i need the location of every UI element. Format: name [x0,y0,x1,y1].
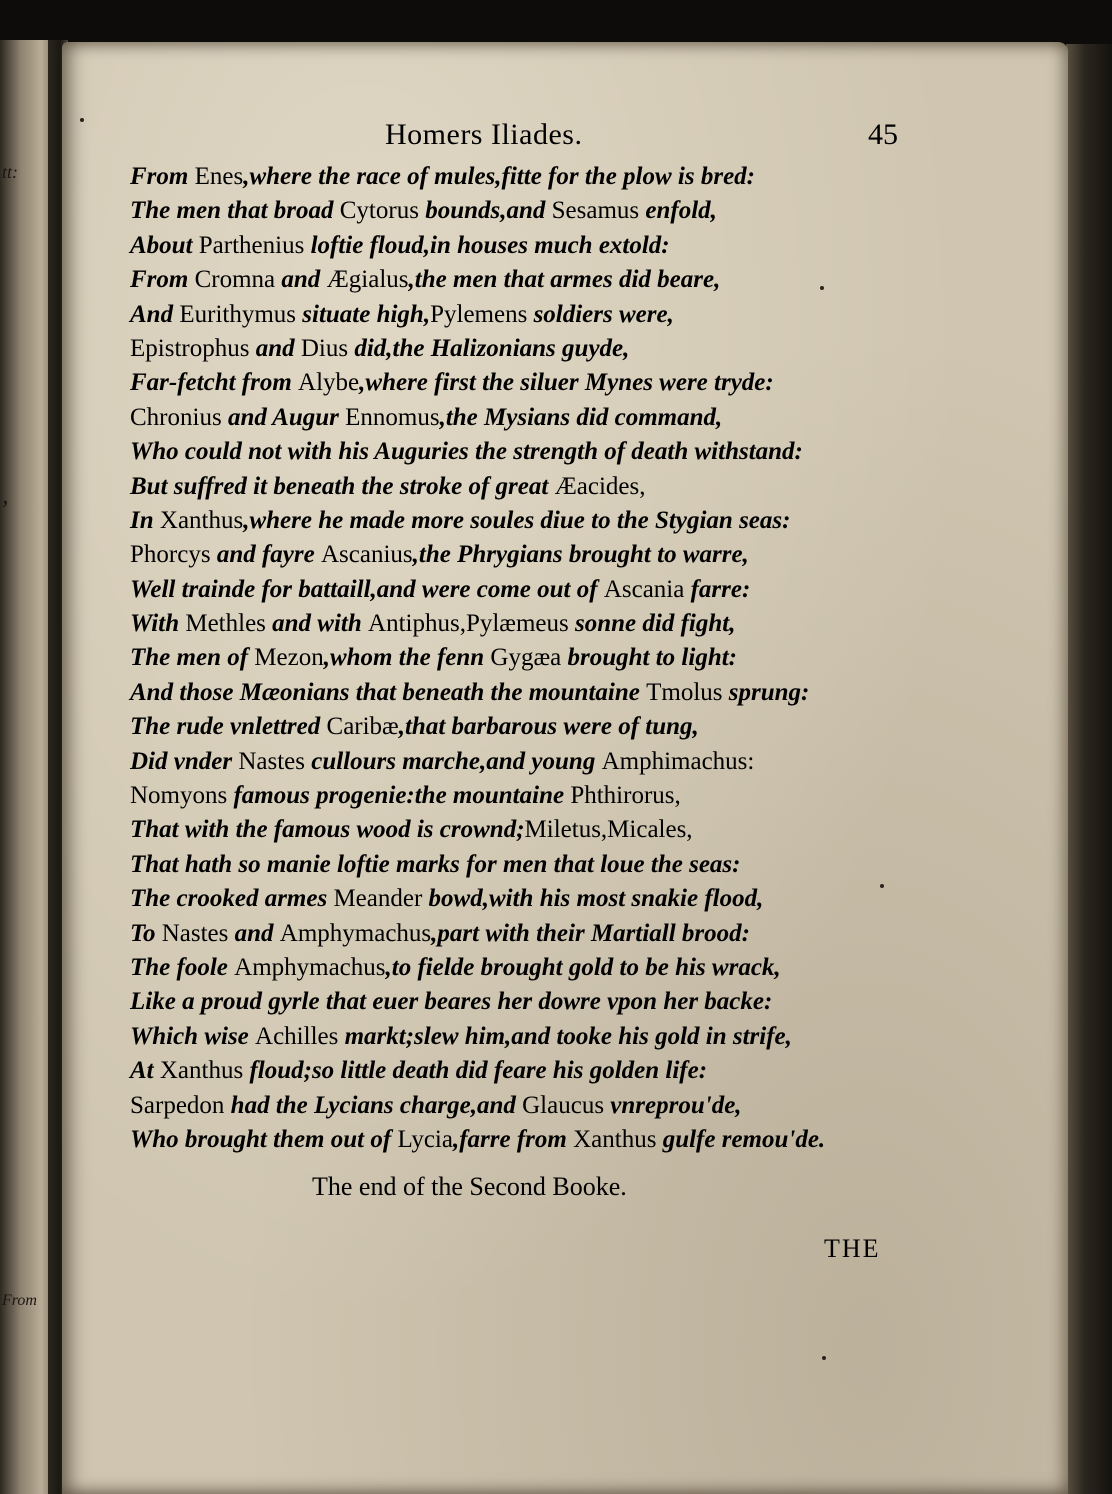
italic-segment: Who could not with his Auguries the strength of death withstand: [130,438,803,466]
roman-segment: Meander [333,885,423,913]
ink-speck [822,1356,826,1360]
italic-segment: ,to fielde brought gold to be his wrack, [385,953,781,981]
italic-segment: gulfe remou'de. [656,1125,826,1153]
italic-segment: That with the famous wood is crownd; [130,816,525,844]
ink-speck [880,884,884,888]
italic-segment: cullours marche,and young [304,747,602,775]
italic-segment: markt;slew him,and tooke his gold in strife, [338,1022,792,1050]
italic-segment: The foole [130,953,235,981]
roman-segment: Epistrophus [130,334,250,362]
italic-segment: ,whom the fenn [323,644,491,672]
italic-segment: bounds,and [418,197,552,225]
roman-segment: Ascania [603,575,685,603]
roman-segment: Phorcys [130,541,211,569]
verse-line [130,882,825,916]
italic-segment: farre: [684,575,751,603]
verse-line [130,779,825,813]
roman-segment: Glaucus [522,1091,605,1119]
left-page-mark: tt: [2,162,18,182]
italic-segment: and [249,334,301,362]
roman-segment: Methles [185,610,266,638]
italic-segment: From [130,266,195,294]
italic-segment: The crooked armes [130,885,334,913]
verse-line [130,1054,825,1088]
page-number: 45 [868,118,898,151]
italic-segment: From [130,163,195,190]
verse-line [130,607,825,641]
roman-segment: Nastes [161,919,229,947]
italic-segment: But suffred it beneath the stroke of great [130,472,555,500]
roman-segment: Xanthus [573,1125,657,1153]
italic-segment: Did vnder [130,747,239,775]
verse-line [130,332,825,366]
italic-segment: ,part with their Martiall brood: [431,919,750,947]
italic-segment: famous progenie:the mountaine [227,782,571,810]
verse-line [130,710,825,744]
italic-segment: floud;so little death did feare his golden life: [243,1057,708,1085]
verse-line [130,435,825,469]
right-page-edge [1066,44,1112,1494]
italic-segment: To [130,919,162,947]
colophon: The end of the Second Booke. [312,1172,627,1201]
roman-segment: Cytorus [339,197,419,225]
italic-segment: Who brought them out of [130,1125,398,1153]
verse-line [130,917,825,951]
roman-segment: Miletus,Micales, [524,816,693,844]
roman-segment: Gygæa [490,644,562,672]
verse-line [130,263,825,297]
verse-line [130,573,825,607]
italic-segment: That hath so manie loftie marks for men that loue the seas: [130,850,741,878]
roman-segment: Alybe [298,369,360,397]
roman-segment: Dius [300,334,349,362]
italic-segment: ,the Mysians did command, [439,403,723,431]
roman-segment: Phthirorus, [570,782,681,810]
italic-segment: and [275,266,327,294]
verse-line [130,1089,825,1123]
running-head: Homers Iliades. [385,118,583,151]
italic-segment: Which wise [130,1022,256,1050]
verse-line [130,538,825,572]
verse-line [130,470,825,504]
left-page-mark: , [2,480,9,509]
catchword: THE [824,1234,881,1263]
verse-text [130,160,825,1157]
roman-segment: Eurithymus [179,300,297,328]
verse-line [130,401,825,435]
roman-segment: Achilles [255,1022,339,1050]
italic-segment: In [130,506,160,534]
italic-segment: Like a proud gyrle that euer beares her dowre vpon her backe: [130,988,773,1016]
roman-segment: Ennomus [345,403,440,431]
roman-segment: Tmolus [646,678,723,706]
roman-segment: Enes [194,163,244,190]
italic-segment: and fayre [210,541,321,569]
roman-segment: Cromna [194,266,276,294]
roman-segment: Amphymachus [234,953,386,981]
italic-segment: ,the Phrygians brought to warre, [412,541,749,569]
roman-segment: Sesamus [551,197,640,225]
italic-segment: soldiers were, [527,300,674,328]
italic-segment: had the Lycians charge,and [224,1091,523,1119]
italic-segment: Far-fetcht from [130,369,299,397]
roman-segment: Amphymachus [279,919,432,947]
italic-segment: situate high, [296,300,431,328]
roman-segment: Xanthus [159,506,244,534]
roman-segment: Ægialus [326,266,409,294]
italic-segment: ,that barbarous were of tung, [398,713,699,741]
ink-speck [80,118,84,122]
verse-line [130,504,825,538]
verse-line [130,985,825,1019]
italic-segment: Well trainde for battaill,and were come out of [130,575,604,603]
italic-segment: vnreprou'de, [604,1091,742,1119]
verse-line [130,229,825,263]
italic-segment: did,the Halizonians guyde, [348,334,630,362]
roman-segment: Pylemens [430,300,528,328]
italic-segment: ,where first the siluer Mynes were tryde: [359,369,774,397]
roman-segment: Æacides, [554,472,646,500]
left-page-edge [0,40,52,1494]
roman-segment: Amphimachus: [601,747,755,775]
italic-segment: loftie floud,in houses much extold: [304,231,670,259]
italic-segment: sprung: [722,678,810,706]
verse-line [130,1123,825,1157]
left-page-mark: From [2,1292,37,1309]
verse-line [130,366,825,400]
roman-segment: Mezon [254,644,324,672]
verse-line [130,194,825,228]
italic-segment: and [228,919,280,947]
italic-segment: ,the men that armes did beare, [408,266,721,294]
italic-segment: And those Mæonians that beneath the mountaine [130,678,647,706]
italic-segment: ,where the race of mules,fitte for the plow is bred: [243,163,755,190]
roman-segment: Parthenius [198,231,305,259]
verse-line [130,1020,825,1054]
verse-line [130,813,825,847]
italic-segment: About [130,231,199,259]
roman-segment: Antiphus,Pylæmeus [368,610,569,638]
italic-segment: enfold, [639,197,717,225]
verse-line [130,641,825,675]
italic-segment: sonne did fight, [568,610,736,638]
verse-line [130,298,825,332]
italic-segment: The rude vnlettred [130,713,327,741]
italic-segment: ,where he made more soules diue to the Stygian seas: [243,506,791,534]
italic-segment: brought to light: [561,644,737,672]
italic-segment: The men that broad [130,197,340,225]
italic-segment: bowd,with his most snakie flood, [422,885,764,913]
italic-segment: and with [265,610,369,638]
verse-line [130,745,825,779]
italic-segment: At [130,1057,160,1085]
italic-segment: With [130,610,186,638]
verse-line [130,951,825,985]
italic-segment: The men of [130,644,255,672]
roman-segment: Nastes [238,747,305,775]
roman-segment: Xanthus [159,1057,244,1085]
roman-segment: Sarpedon [130,1091,225,1119]
verse-line [130,160,825,194]
verse-line [130,848,825,882]
verse-line [130,676,825,710]
italic-segment: ,farre from [452,1125,574,1153]
roman-segment: Lycia [397,1125,453,1153]
roman-segment: Caribæ [326,713,399,741]
italic-segment: And [130,300,180,328]
roman-segment: Nomyons [130,782,228,810]
roman-segment: Ascanius [320,541,413,569]
italic-segment: and Augur [221,403,346,431]
roman-segment: Chronius [130,403,222,431]
